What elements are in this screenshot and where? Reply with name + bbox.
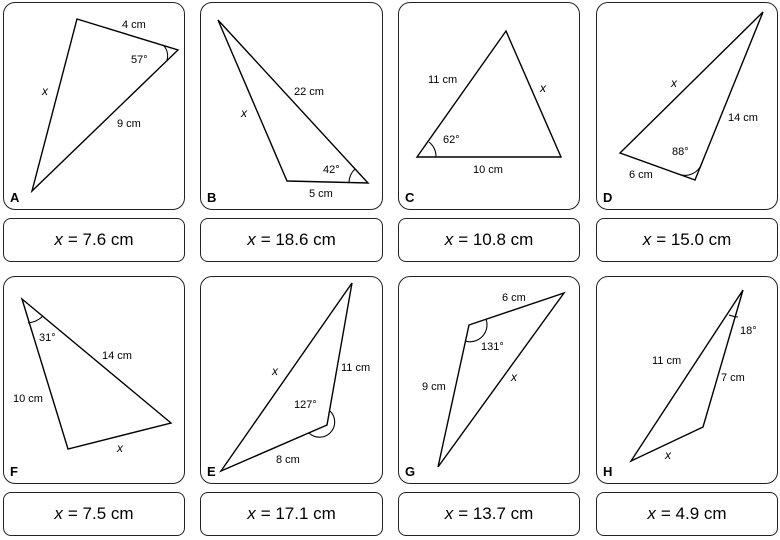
card-letter: H bbox=[603, 464, 613, 479]
answer-variable: x bbox=[54, 504, 63, 523]
answer-box-f bbox=[3, 492, 185, 536]
triangle-shape bbox=[22, 299, 171, 449]
side-label: 9 cm bbox=[422, 381, 446, 393]
side-label: 4 cm bbox=[122, 19, 146, 31]
answer-value: = 18.6 cm bbox=[260, 230, 336, 249]
side-label: 10 cm bbox=[473, 164, 503, 176]
side-label: x bbox=[665, 448, 671, 462]
triangle-card-a bbox=[3, 2, 185, 210]
card-letter: B bbox=[207, 190, 217, 205]
answer-variable: x bbox=[642, 230, 652, 249]
side-label: 22 cm bbox=[294, 86, 324, 98]
answer-box-e bbox=[200, 492, 383, 536]
answer-box-b bbox=[200, 218, 383, 262]
card-letter: D bbox=[603, 190, 613, 205]
answer-box-a bbox=[3, 218, 185, 262]
triangle-diagram bbox=[597, 3, 777, 209]
angle-arc bbox=[349, 169, 355, 183]
triangle-shape bbox=[221, 283, 352, 471]
triangle-card-g bbox=[398, 276, 580, 484]
angle-label: 42° bbox=[323, 164, 340, 176]
card-letter: E bbox=[207, 464, 216, 479]
triangle-card-e bbox=[200, 276, 383, 484]
card-letter: F bbox=[10, 464, 18, 479]
side-label: x bbox=[671, 76, 677, 90]
angle-label: 31° bbox=[39, 332, 56, 344]
side-label: x bbox=[117, 441, 123, 455]
side-label: 7 cm bbox=[721, 372, 745, 384]
side-label: 14 cm bbox=[728, 112, 758, 124]
answer-variable: x bbox=[247, 230, 256, 249]
triangle-diagram bbox=[4, 277, 184, 483]
triangle-card-b bbox=[200, 2, 383, 210]
side-label: x bbox=[272, 364, 278, 378]
side-label: x bbox=[540, 81, 546, 95]
angle-label: 127° bbox=[294, 399, 317, 411]
side-label: x bbox=[241, 106, 247, 120]
answer-value: = 17.1 cm bbox=[260, 504, 336, 523]
triangle-card-h bbox=[596, 276, 778, 484]
side-label: 14 cm bbox=[102, 350, 132, 362]
answer-value: = 10.8 cm bbox=[458, 230, 534, 249]
angle-arc bbox=[28, 316, 43, 323]
angle-label: 18° bbox=[740, 325, 757, 337]
side-label: x bbox=[511, 370, 517, 384]
angle-label: 57° bbox=[131, 54, 148, 66]
triangle-diagram bbox=[201, 277, 382, 483]
triangle-card-c bbox=[398, 2, 580, 210]
angle-label: 131° bbox=[481, 341, 504, 353]
answer-variable: x bbox=[247, 504, 256, 523]
answer-value: = 7.5 cm bbox=[67, 504, 134, 523]
triangle-diagram bbox=[4, 3, 184, 209]
card-letter: C bbox=[405, 190, 415, 205]
answer-value: = 4.9 cm bbox=[660, 504, 727, 523]
angle-arc bbox=[309, 411, 335, 437]
triangle-diagram bbox=[399, 3, 579, 209]
angle-arc bbox=[729, 315, 738, 317]
answer-box-h bbox=[596, 492, 778, 536]
answer-variable: x bbox=[444, 230, 454, 249]
side-label: 8 cm bbox=[276, 454, 300, 466]
side-label: 9 cm bbox=[117, 118, 141, 130]
triangle-shape bbox=[620, 12, 763, 180]
answer-variable: x bbox=[54, 230, 63, 249]
triangle-diagram bbox=[597, 277, 777, 483]
triangle-diagram bbox=[399, 277, 579, 483]
side-label: 5 cm bbox=[309, 188, 333, 200]
triangle-shape bbox=[32, 19, 178, 191]
answer-variable: x bbox=[647, 504, 656, 523]
answer-variable: x bbox=[444, 504, 454, 523]
side-label: 11 cm bbox=[341, 362, 371, 374]
angle-arc bbox=[429, 142, 436, 157]
answer-value: = 15.0 cm bbox=[656, 230, 732, 249]
triangle-card-d bbox=[596, 2, 778, 210]
angle-label: 88° bbox=[672, 146, 689, 158]
triangle-shape bbox=[438, 293, 564, 467]
side-label: 11 cm bbox=[652, 355, 682, 367]
side-label: 10 cm bbox=[13, 393, 43, 405]
answer-box-c bbox=[398, 218, 580, 262]
side-label: 11 cm bbox=[428, 74, 458, 86]
triangle-diagram bbox=[201, 3, 382, 209]
answer-value: = 7.6 cm bbox=[67, 230, 134, 249]
angle-arc bbox=[678, 163, 702, 175]
angle-arc bbox=[164, 46, 168, 60]
card-letter: A bbox=[10, 190, 20, 205]
side-label: 6 cm bbox=[629, 169, 653, 181]
answer-box-d bbox=[596, 218, 778, 262]
angle-label: 62° bbox=[443, 134, 460, 146]
triangle-card-f bbox=[3, 276, 185, 484]
side-label: 6 cm bbox=[502, 292, 526, 304]
triangle-shape bbox=[218, 20, 368, 183]
card-letter: G bbox=[405, 464, 416, 479]
side-label: x bbox=[42, 84, 48, 98]
answer-box-g bbox=[398, 492, 580, 536]
answer-value: = 13.7 cm bbox=[458, 504, 534, 523]
